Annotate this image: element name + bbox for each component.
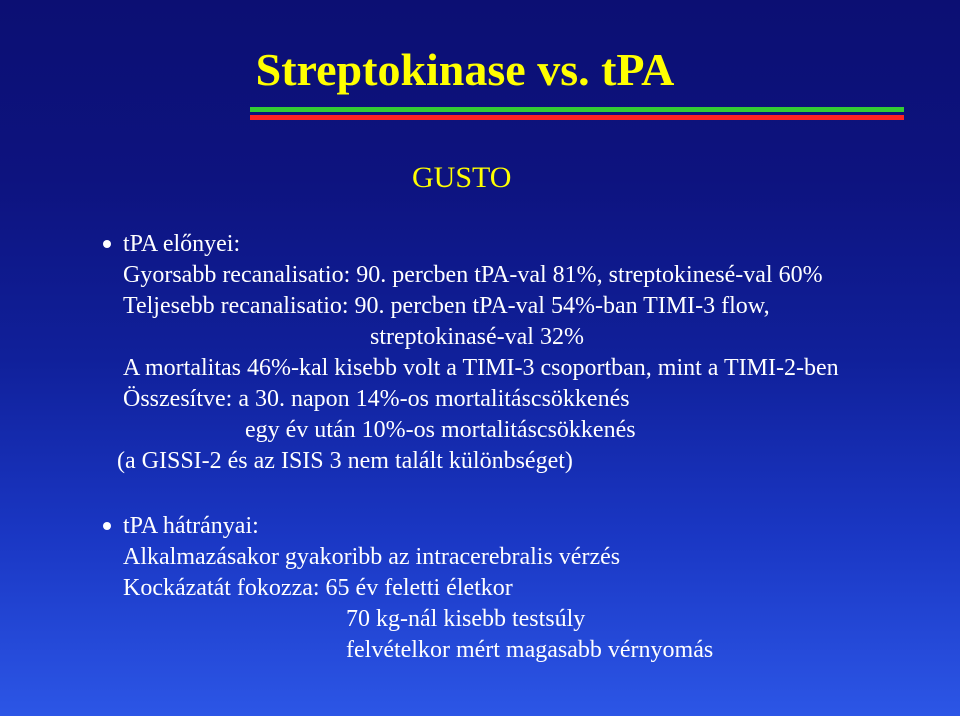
- title-rule-green: [250, 107, 904, 112]
- slide-subtitle: GUSTO: [412, 161, 512, 194]
- disadvantages-line: Kockázatát fokozza: 65 év feletti életkor: [123, 575, 513, 601]
- title-rule-red: [250, 115, 904, 120]
- bullet-dot: [103, 240, 111, 248]
- disadvantages-line: 70 kg-nál kisebb testsúly: [346, 606, 586, 632]
- advantages-line: streptokinasé-val 32%: [370, 324, 584, 350]
- advantages-heading: tPA előnyei:: [123, 231, 241, 257]
- advantages-line: Összesítve: a 30. napon 14%-os mortalitáscsökkenés: [123, 386, 630, 412]
- slide-title: Streptokinase vs. tPA: [255, 44, 675, 95]
- disadvantages-line: Alkalmazásakor gyakoribb az intracerebralis vérzés: [123, 544, 621, 570]
- advantages-line: egy év után 10%-os mortalitáscsökkenés: [245, 417, 636, 443]
- disadvantages-line: felvételkor mért magasabb vérnyomás: [346, 637, 714, 663]
- advantages-line: Gyorsabb recanalisatio: 90. percben tPA-val 81%, streptokinesé-val 60%: [123, 262, 823, 288]
- disadvantages-heading: tPA hátrányai:: [123, 513, 259, 539]
- advantages-line: (a GISSI-2 és az ISIS 3 nem talált különbséget): [117, 448, 573, 474]
- advantages-line: A mortalitas 46%-kal kisebb volt a TIMI-3 csoportban, mint a TIMI-2-ben: [123, 355, 839, 381]
- bullet-dot: [103, 522, 111, 530]
- advantages-line: Teljesebb recanalisatio: 90. percben tPA-val 54%-ban TIMI-3 flow,: [123, 293, 770, 319]
